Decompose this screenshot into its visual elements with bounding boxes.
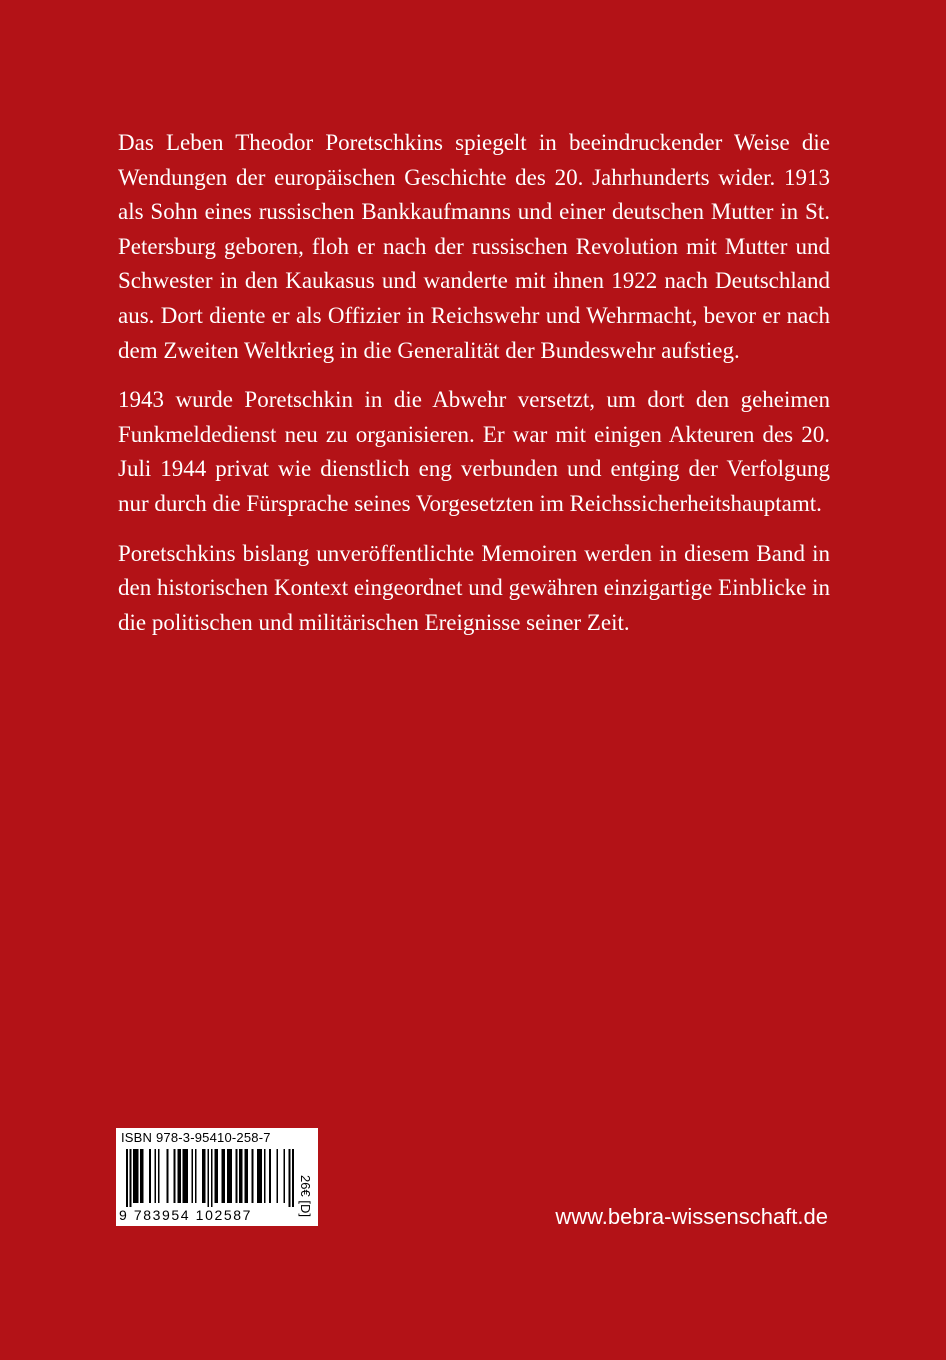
barcode-bar [140, 1149, 142, 1203]
barcode-bar [260, 1149, 262, 1203]
barcode-bar [126, 1149, 128, 1207]
barcode-bar [158, 1149, 160, 1203]
isbn-label: ISBN 978-3-95410-258-7 [121, 1130, 271, 1145]
barcode-bars [126, 1149, 294, 1207]
barcode-bar [257, 1149, 259, 1203]
barcode-bar [183, 1149, 185, 1203]
barcode-bar [211, 1149, 213, 1207]
barcode-bar [276, 1149, 278, 1203]
price-label: 26€ [D] [298, 1175, 314, 1217]
blurb-paragraph-3: Poretschkins bislang unveröffentlichte Memoiren werden in diesem Band in den historischen Kontext eingeordnet und gewähren einzigartige Einblicke in die politischen und militärischen Ereignisse seiner Zeit. [118, 540, 830, 635]
barcode-bar [167, 1149, 169, 1203]
barcode-bar [179, 1149, 181, 1203]
barcode-bar [207, 1149, 209, 1207]
barcode-bar [130, 1149, 132, 1207]
barcode-bar [216, 1149, 218, 1203]
blurb-paragraph-1: Das Leben Theodor Poretschkins spiegelt in beeindruckender Weise die Wendungen der europäischen Geschichte des 20. Jahrhunderts wider. 1913 als Sohn eines russischen Bankkaufmanns und einer deutschen Mutter in St. Petersburg geboren, floh er nach der russischen Revolution mit Mutter und Schwester in den Kaukasus und wanderte mit ihnen 1922 nach Deutschland aus. Dort diente er als Offizier in Reichswehr und Wehrmacht, bevor er nach dem Zweiten Weltkrieg in die Generalität der Bundeswehr aufstieg. [118, 130, 830, 363]
barcode-bar [204, 1149, 206, 1203]
barcode-digits: 9 783954 102587 [119, 1207, 252, 1223]
back-cover-blurb [118, 126, 830, 655]
publisher-website: www.bebra-wissenschaft.de [555, 1204, 828, 1229]
barcode-bar [149, 1149, 151, 1203]
barcode-bar [227, 1149, 229, 1203]
barcode-bar [154, 1149, 156, 1203]
blurb-paragraph-2: 1943 wurde Poretschkin in die Abwehr versetzt, um dort den geheimen Funkmeldedienst neu zu organisieren. Er war mit einigen Akteuren des 20. Juli 1944 privat wie dienstlich eng verbunden und entging der Verfolgung nur durch die Fürsprache seines Vorgesetzten im Reichssicherheitshauptamt. [118, 387, 830, 516]
barcode-bar [229, 1149, 231, 1203]
barcode-bar [252, 1149, 254, 1203]
barcode-bar [177, 1149, 179, 1203]
barcode-bar [244, 1149, 246, 1203]
barcode-bar [239, 1149, 241, 1203]
barcode-bar [259, 1149, 261, 1203]
barcode-bar [246, 1149, 248, 1203]
barcode-bar [223, 1149, 225, 1203]
barcode-bar [184, 1149, 186, 1203]
barcode-bar [186, 1149, 188, 1203]
barcode-bar [289, 1149, 291, 1207]
barcode-bar [135, 1149, 137, 1203]
barcode-bar [202, 1149, 204, 1203]
barcode-bar [214, 1149, 216, 1203]
barcode-bar [133, 1149, 135, 1203]
barcode-bar [292, 1149, 294, 1207]
isbn-barcode [116, 1128, 318, 1226]
barcode-bar [174, 1149, 176, 1203]
barcode-bar [283, 1149, 285, 1203]
barcode-bar [142, 1149, 144, 1203]
barcode-bar [264, 1149, 266, 1203]
barcode-bar [137, 1149, 139, 1203]
barcode-bar [221, 1149, 223, 1203]
barcode-bar [230, 1149, 232, 1203]
barcode-bar [269, 1149, 271, 1203]
barcode-bar [236, 1149, 238, 1203]
barcode-bar [191, 1149, 193, 1203]
barcode-bar [241, 1149, 243, 1203]
barcode-bar [195, 1149, 197, 1203]
